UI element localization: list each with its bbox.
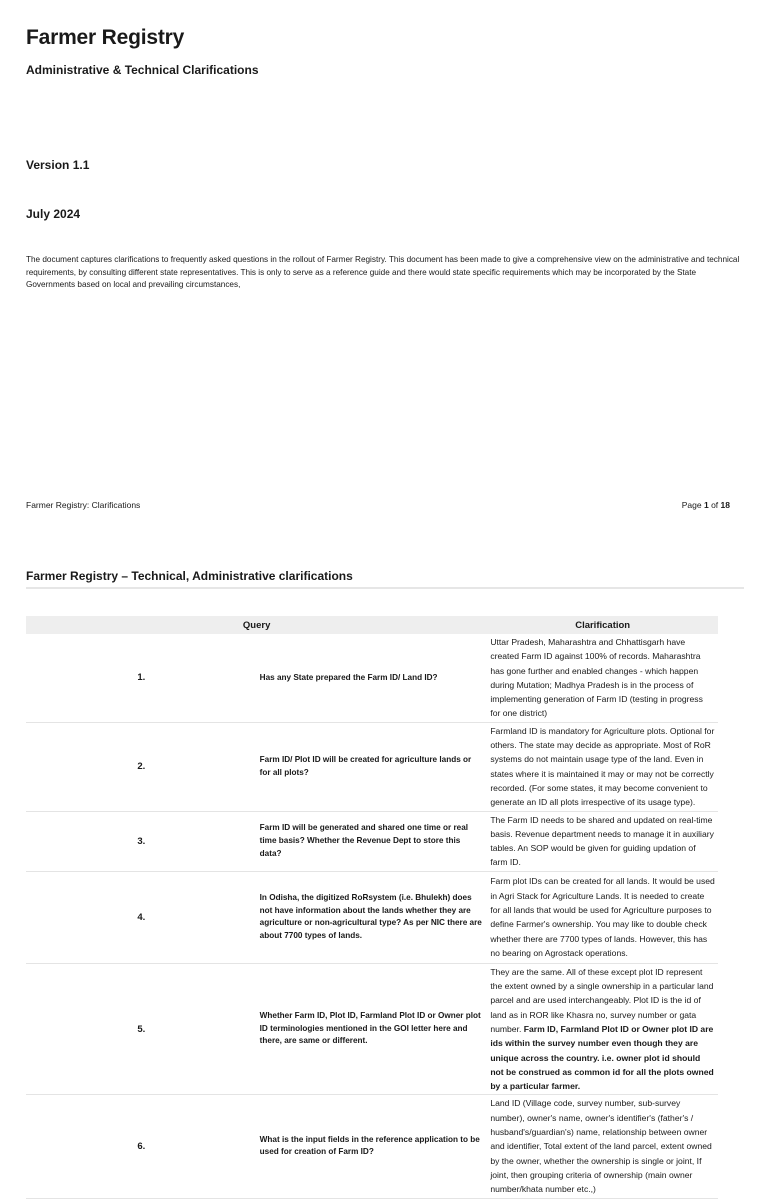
page-prefix: Page (681, 500, 704, 510)
query-header: Query (26, 616, 487, 634)
clarification-cell (487, 811, 718, 871)
page-number (682, 500, 730, 510)
table-row (26, 811, 718, 871)
query-cell: What is the input fields in the reference application to be used for creation of Farm ID? (259, 1134, 480, 1157)
page-current: 1 (703, 500, 709, 510)
date-label: July 2024 (26, 207, 81, 221)
clarifications-table (26, 616, 718, 1199)
table-row (26, 634, 718, 722)
page-of: of (708, 500, 721, 510)
page-title: Farmer Registry (26, 26, 185, 49)
version-label: Version 1.1 (26, 158, 90, 172)
row-number: 3. (137, 835, 146, 847)
clarification-text: Land ID (Village code, survey number, sub-survey number), owner's name, owner's identifier's (father's / husband's/guardian's) name, relationship between owner and identifier, Total extent of the land parcel, extent owned by the owner, whether the ownership is single or joint, If joint, then grouping criteria of ownership (main owner number/khata number etc.,) (490, 1098, 712, 1195)
page-subtitle: Administrative & Technical Clarifications (26, 63, 259, 77)
clarification-cell (487, 1095, 718, 1198)
table-header-row (26, 616, 718, 634)
intro-paragraph: The document captures clarifications to frequently asked questions in the rollout of Farmer Registry. This document has been made to give a comprehensive view on the administrative and technical requirements, by consulting different state representatives. This is only to serve as a reference guide and there would state specific requirements which may be incorporated by the State Governments based on local and prevailing circumstances, (26, 255, 740, 289)
query-cell: Farm ID/ Plot ID will be created for agriculture lands or for all plots? (259, 754, 472, 777)
clarification-text: Farm plot IDs can be created for all lands. It would be used in Agri Stack for Agriculture Lands. It is needed to create for all lands that would be used for Agriculture purposes to define Farmer's ownership. You may like to double check whether there are 7700 types of lands. However, this has no bearing on Agrostack operations. (490, 876, 715, 958)
clarification-emphasis: Farm ID, Farmland Plot ID or Owner plot ID are ids within the survey number even though they are unique across the country. i.e. owner plot id should not be construed as common id for all the plots owned by a particular farmer. (490, 1023, 714, 1092)
query-cell: Farm ID will be generated and shared one time or real time basis? Whether the Revenue Dept to store this data? (259, 823, 469, 858)
page-total: 18 (720, 500, 730, 510)
table-row (26, 722, 718, 811)
row-number: 1. (137, 672, 146, 684)
clarification-header: Clarification (487, 616, 718, 634)
footer-title: Farmer Registry: Clarifications (26, 500, 141, 510)
query-cell: Has any State prepared the Farm ID/ Land ID? (259, 672, 438, 682)
clarification-text: Farmland ID is mandatory for Agriculture plots. Optional for others. The state may decide as appropriate. Most of RoR systems do not maintain usage type of the land. Even in states where it is maintained it may or may not be correctly recorded. (For some states, it may become convenient to generate an ID all plots irrespective of its usage type). (490, 725, 715, 808)
query-cell: In Odisha, the digitized RoRsystem (i.e. Bhulekh) does not have information about the lands whether they are agriculture or non-agricultural type? As per NIC there are about 7700 types of lands. (259, 892, 482, 940)
row-number: 2. (137, 761, 146, 773)
clarification-text: Uttar Pradesh, Maharashtra and Chhattisgarh have created Farm ID against 100% of records. Maharashtra has gone further and enabled changes - which happen during Mutation; Madhya Pradesh is in the process of implementing generation of Farm ID (testing in progress for one district) (490, 637, 703, 719)
clarification-text: They are the same. All of these except plot ID represent the extent owned by a single ownership in a particular land parcel and are used interchangeably. Plot ID is the id of land as in ROR like Khasra no, survey number or gata number. (490, 966, 714, 1034)
row-number: 5. (137, 1023, 146, 1035)
clarification-cell (487, 871, 718, 963)
table-row (26, 963, 718, 1095)
query-cell: Whether Farm ID, Plot ID, Farmland Plot ID or Owner plot ID terminologies mentioned in the GOI letter here and there, are same or different. (259, 1011, 481, 1046)
section-title: Farmer Registry – Technical, Administrative clarifications (26, 569, 353, 583)
clarification-cell (487, 634, 718, 722)
clarification-cell (487, 722, 718, 811)
clarification-text: The Farm ID needs to be shared and updated on real-time basis. Revenue department needs to manage it in auxiliary tables. An SOP would be given for guiding updation of farm ID. (490, 814, 714, 868)
table-row (26, 871, 718, 963)
section-divider (26, 587, 744, 589)
row-number: 6. (137, 1140, 146, 1152)
row-number: 4. (137, 911, 146, 923)
clarification-cell (487, 963, 718, 1095)
table-row (26, 1095, 718, 1198)
